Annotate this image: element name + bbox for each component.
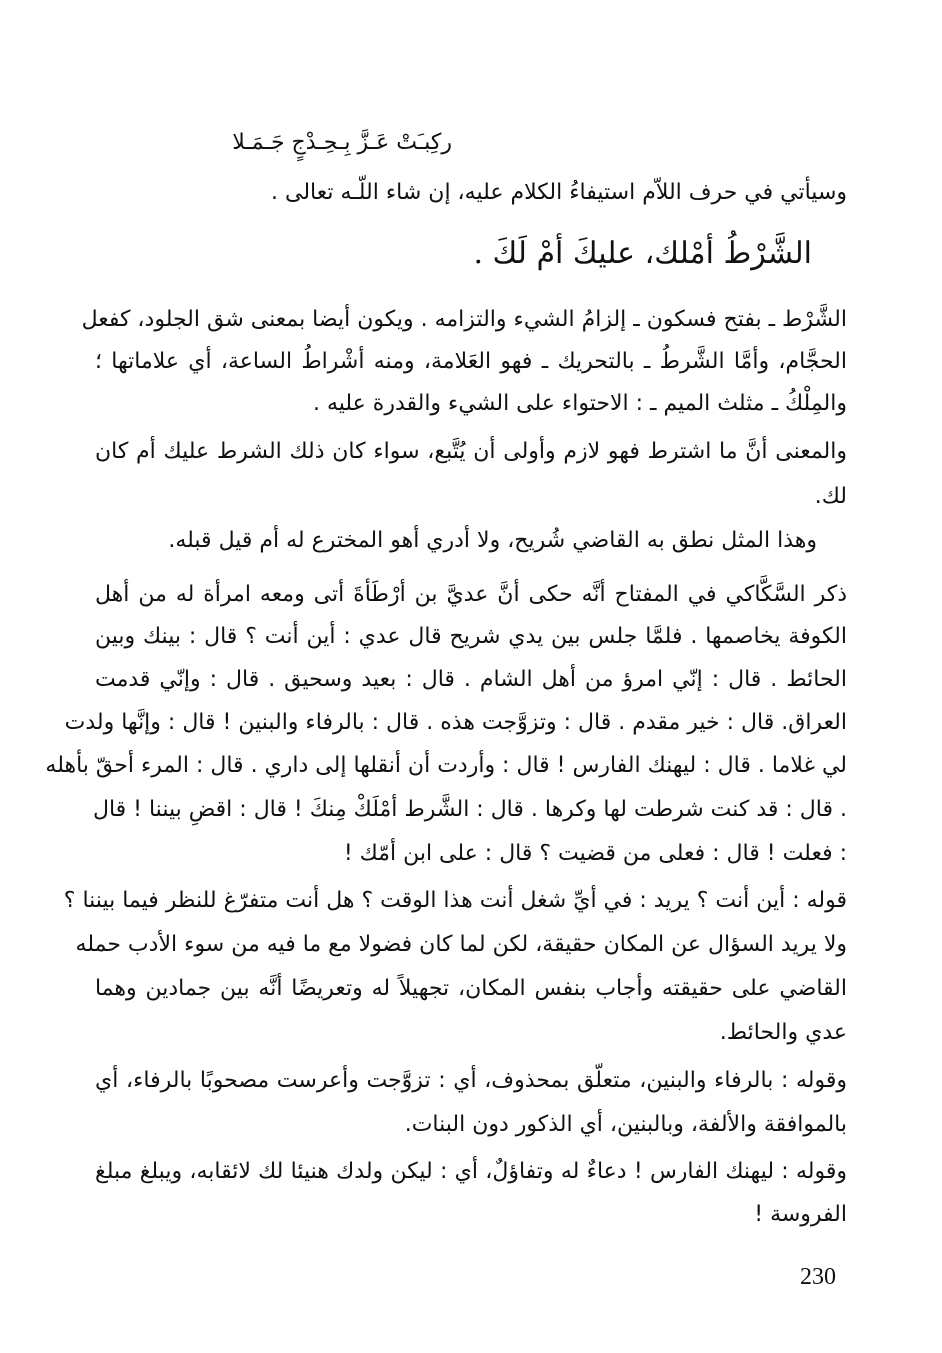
body-line: الفروسة ! <box>754 1202 847 1227</box>
body-line: الكوفة يخاصمها . فلمَّا جلس بين يدي شريح قال عدي : أين أنت ؟ قال : بينك وبين <box>95 624 847 649</box>
body-line: وقوله : ليهنك الفارس ! دعاءٌ له وتفاؤلٌ، أي : ليكن ولدك هنيئا لك لائقابه، ويبلغ مبلغ <box>95 1159 847 1184</box>
body-line: لي غلاما . قال : ليهنك الفارس ! قال : وأردت أن أنقلها إلى داري . قال : المرء أحقّ بأهله <box>45 753 847 778</box>
body-line: والمعنى أنَّ ما اشترط فهو لازم وأولى أن يُتَّبع، سواء كان ذلك الشرط عليك أم كان <box>95 439 847 464</box>
body-line: بالموافقة والألفة، وبالبنين، أي الذكور دون البنات. <box>404 1112 847 1137</box>
body-line: والمِلْكُ ـ مثلث الميم ـ : الاحتواء على الشيء والقدرة عليه . <box>312 391 847 416</box>
intro-line: وسيأتي في حرف اللاّم استيفاءُ الكلام عليه، إن شاء اللّـه تعالى . <box>271 180 847 205</box>
body-line: عدي والحائط. <box>719 1020 847 1045</box>
body-line: الحائط . قال : إنّي امرؤ من أهل الشام . قال : بعيد وسحيق . قال : وإنّي قدمت <box>95 667 847 692</box>
body-line: ولا يريد السؤال عن المكان حقيقة، لكن لما كان فضولا مع ما فيه من سوء الأدب حمله <box>75 932 847 957</box>
body-line: : فعلت ! قال : فعلى من قضيت ؟ قال : على ابن أمّك ! <box>343 841 847 866</box>
proverb-heading: الشَّرْطُ أمْلك، عليكَ أمْ لَكَ . <box>473 236 812 271</box>
body-line: وهذا المثل نطق به القاضي شُريح، ولا أدري أهو المخترع له أم قيل قبله. <box>168 528 817 553</box>
body-line: لك. <box>814 484 847 509</box>
body-line: ذكر السَّكَّاكي في المفتاح أنَّه حكى أنَّ عديَّ بن أرْطَأةَ أتى ومعه امرأة له من أهل <box>95 582 847 607</box>
verse-line: ركِبـَتْ عَـزَّ بِـحِـدْجٍ جَـمَـلا <box>232 130 452 155</box>
body-line: . قال : قد كنت شرطت لها وكرها . قال : الشَّرط أمْلَكْ مِنكَ ! قال : اقضِ بيننا ! قال <box>92 797 847 822</box>
body-line: قوله : أين أنت ؟ يريد : في أيِّ شغل أنت هذا الوقت ؟ هل أنت متفرّغ للنظر فيما بيننا ؟ <box>63 888 847 913</box>
body-line: وقوله : بالرفاء والبنين، متعلّق بمحذوف، أي : تزوَّجت وأعرست مصحوبًا بالرفاء، أي <box>95 1068 847 1093</box>
body-line: الشَّرْط ـ بفتح فسكون ـ إلزامُ الشيء والتزامه . ويكون أيضا بمعنى شق الجلود، كفعل <box>81 307 847 332</box>
body-line: الحجَّام، وأمَّا الشَّرطُ ـ بالتحريك ـ فهو العَلامة، ومنه أشْراطُ الساعة، أي علاماتها ؛ <box>95 349 847 374</box>
body-line: القاضي على حقيقته وأجاب بنفس المكان، تجهيلاً له وتعريضًا أنَّه بين جمادين وهما <box>95 976 847 1001</box>
body-line: العراق. قال : خير مقدم . قال : وتزوَّجت هذه . قال : بالرفاء والبنين ! قال : وإنَّها ولدت <box>64 710 847 735</box>
page-number: 230 <box>800 1264 836 1290</box>
